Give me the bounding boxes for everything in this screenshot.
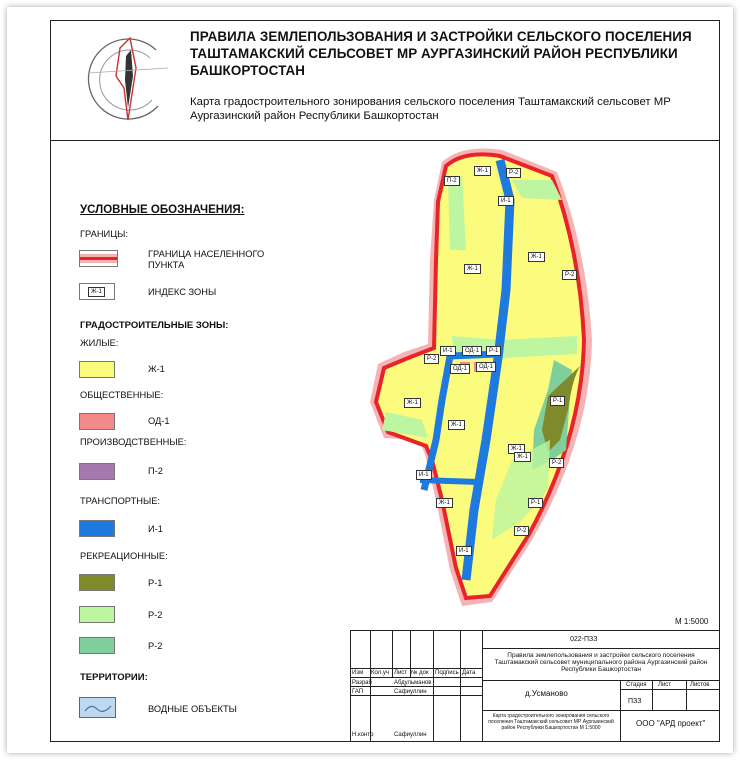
stamp-col: Дата [462,670,476,676]
zone-index-label: Р-1 [528,498,543,508]
industrial-heading: ПРОИЗВОДСТВЕННЫЕ: [80,437,187,447]
zones-heading: ГРАДОСТРОИТЕЛЬНЫЕ ЗОНЫ: [80,320,229,331]
zone-index-label: И-1 [498,196,514,206]
green-swatch [79,637,115,654]
legend-title: УСЛОВНЫЕ ОБОЗНАЧЕНИЯ: [80,204,245,216]
zone-index-label: Ж-1 [474,166,491,176]
stamp-col: Подпись [435,670,459,676]
zone-index-label: ОД-1 [476,362,496,372]
road-cross [420,480,478,482]
zone-index-label: Р-2 [514,526,529,536]
forest-swatch [79,574,115,591]
stamp-role: Разраб [352,680,372,686]
stamp-sheet-label: Лист [658,682,672,688]
stamp-doc-title: Правила землепользования и застройки сельского поселения Таштамакский сельсовет муниципального района Аургазинский район Республики Башкортостан [494,652,708,673]
zone-index-label: Р-1 [550,396,565,406]
transport-code: И-1 [148,524,163,534]
industrial-code: П-2 [148,466,163,476]
zone-index-label: Ж-1 [448,420,465,430]
park-code: Р-2 [148,610,163,620]
stamp-col: № док [411,670,429,676]
stamp-col: Кол.уч [371,670,389,676]
zone-index-label: И-1 [416,470,432,480]
zone-index-sample: Ж-1 [88,287,105,297]
green-code: Р-2 [148,641,163,651]
zone-index-label: Р-2 [562,270,577,280]
zone-index-label: И-1 [456,546,472,556]
legend-borders-heading: ГРАНИЦЫ: [80,229,128,239]
zone-index-label: Ж-1 [528,252,545,262]
stamp-name: Сафиуллин [394,732,427,738]
stamp-name: Абдульманов [394,680,432,686]
stamp-col: Изм [352,670,364,676]
map-subtitle: Карта градостроительного зонирования сельского поселения Таштамакский сельсовет МР Аургазинский район Республики Башкортостан [190,96,671,122]
residential-swatch [79,361,115,378]
zone-index-label: Р-2 [424,354,439,364]
residential-heading: ЖИЛЫЕ: [80,338,119,348]
territories-heading: ТЕРРИТОРИИ: [80,672,148,683]
zone-index-label-text: ИНДЕКС ЗОНЫ [148,287,217,297]
zone-index-label: ОД-1 [450,364,470,374]
document-title: ПРАВИЛА ЗЕМЛЕПОЛЬЗОВАНИЯ И ЗАСТРОЙКИ СЕЛЬСКОГО ПОСЕЛЕНИЯ ТАШТАМАКСКИЙ СЕЛЬСОВЕТ МР АУРГАЗИНСКИЙ РАЙОН РЕСПУБЛИКИ БАШКОРТОСТАН [190,29,692,78]
zone-index-label: И-1 [440,346,456,356]
stamp-sheets-label: Листов [690,682,710,688]
park-swatch [79,606,115,623]
transport-swatch [79,520,115,537]
public-code: ОД-1 [148,416,170,426]
settlement-border-swatch [79,250,119,268]
stamp-sheet-code: ПЗЗ [628,698,642,705]
residential-code: Ж-1 [148,364,165,374]
zone-index-label: Ж-1 [508,444,525,454]
zone-index-label: Ж-1 [514,452,531,462]
stamp-stage-label: Стадия [626,682,647,688]
stamp-locality: д.Усманово [525,689,568,698]
water-label: ВОДНЫЕ ОБЪЕКТЫ [148,704,237,714]
zone-index-label: Ж-1 [464,264,481,274]
company-logo [78,28,178,128]
zoning-map [362,140,602,610]
stamp-code: 022-ПЗЗ [570,636,598,643]
transport-heading: ТРАНСПОРТНЫЕ: [80,496,160,506]
zone-index-label: Р-1 [486,346,501,356]
water-swatch [79,697,117,719]
stamp-name: Сафиуллин [394,689,427,695]
zone-index-label: ОД-1 [462,346,482,356]
stamp-role: ГАП [352,689,364,695]
forest-code: Р-1 [148,578,163,588]
zone-index-label: П-2 [444,176,460,186]
industrial-swatch [79,463,115,480]
public-swatch [79,413,115,430]
stamp-col: Лист [394,670,408,676]
zone-index-label: Р-2 [549,458,564,468]
zone-index-label: Ж-1 [404,398,421,408]
stamp-sheet-title: Карта градостроительного зонирования сельского поселения Таштамакский сельсовет МР Аургазинский район Республики Башкортостан М 1:5000 [488,713,614,731]
public-heading: ОБЩЕСТВЕННЫЕ: [80,390,164,400]
recreation-heading: РЕКРЕАЦИОННЫЕ: [80,551,168,561]
stamp-company: ООО "АРД проект" [636,719,706,728]
map-scale: М 1:5000 [675,617,709,626]
settlement-border-label: ГРАНИЦА НАСЕЛЕННОГО ПУНКТА [148,249,265,270]
stamp-role: Н.контр [352,732,374,738]
zone-index-label: Р-2 [506,168,521,178]
zone-index-label: Ж-1 [436,498,453,508]
